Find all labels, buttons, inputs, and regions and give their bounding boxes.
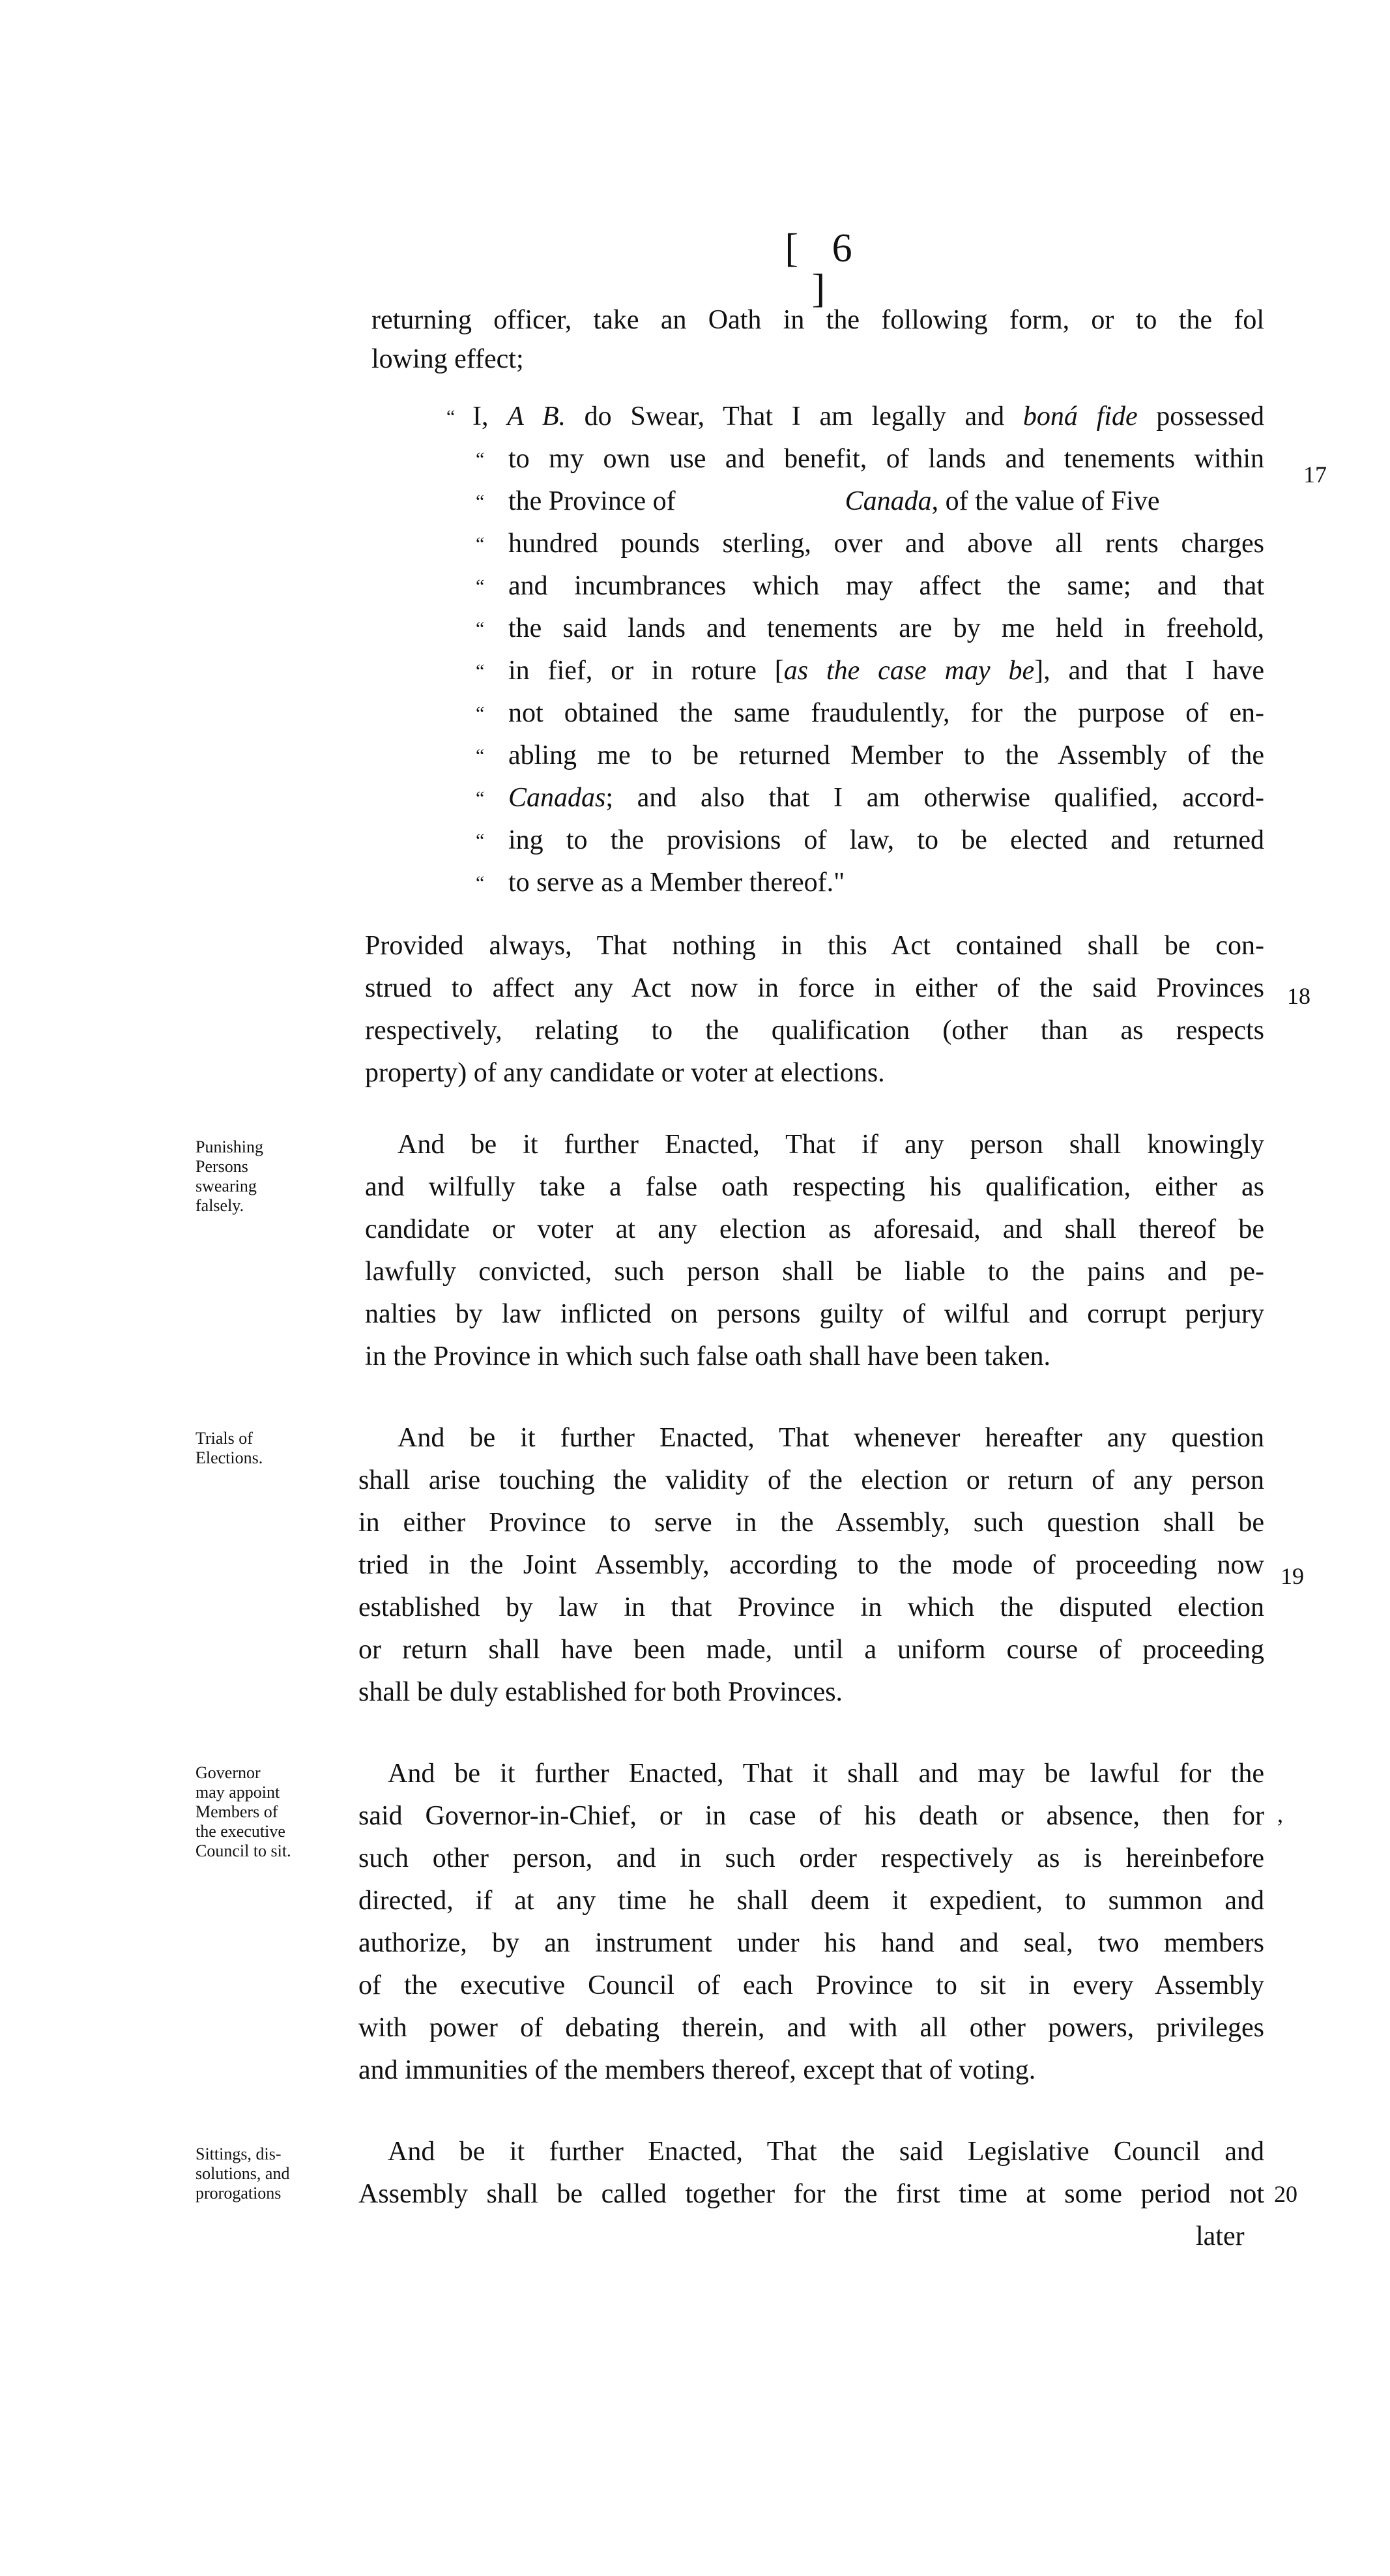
oath-text: the Province of (508, 486, 676, 516)
proviso-line: respectively, relating to the qualification (other than as respects (365, 1016, 1264, 1046)
section-line: And be it further Enacted, That whenever hereafter any question (398, 1423, 1264, 1453)
margin-note: Sittings, dis- solutions, and prorogations (195, 2144, 290, 2203)
line-number: , (1277, 1801, 1283, 1827)
page-number: [ 6 ] (785, 226, 864, 311)
quote-mark: “ (476, 703, 485, 724)
line-number: 17 (1303, 461, 1327, 488)
section-line: with power of debating therein, and with all other powers, privileges (358, 2013, 1264, 2043)
section-line: and immunities of the members thereof, except that of voting. (358, 2055, 1036, 2085)
oath-text: possessed (1137, 402, 1264, 432)
section-line: lawfully convicted, such person shall be liable to the pains and pe- (365, 1257, 1264, 1287)
quote-mark: “ (476, 745, 485, 767)
oath-case: as the case may be (783, 656, 1035, 686)
line-number: 20 (1274, 2181, 1297, 2207)
quote-mark: “ (446, 406, 456, 428)
section-line: of the executive Council of each Province to sit in every Assembly (358, 1970, 1264, 2000)
section-line: And be it further Enacted, That it shall and may be lawful for the (388, 1759, 1264, 1789)
section-line: authorize, by an instrument under his hand and seal, two members (358, 1928, 1264, 1958)
proviso-line: Provided always, That nothing in this Act contained shall be con- (365, 931, 1264, 961)
section-line: Assembly shall be called together for the first time at some period not (358, 2179, 1264, 2209)
quote-mark: “ (476, 830, 485, 851)
quote-mark: “ (476, 491, 485, 512)
oath-bona-fide: boná fide (1022, 402, 1138, 432)
oath-canadas: Canadas (508, 783, 606, 813)
oath-canada: Canada (845, 486, 932, 516)
oath-line (508, 657, 1264, 684)
quote-mark: “ (476, 448, 485, 470)
oath-line: abling me to be returned Member to the Assembly of the (508, 740, 1264, 770)
margin-note: Trials of Elections. (195, 1429, 263, 1467)
oath-line: ing to the provisions of law, to be elected and returned (508, 825, 1264, 855)
oath-line (472, 403, 1264, 430)
section-line: or return shall have been made, until a uniform course of proceeding (358, 1635, 1264, 1665)
oath-line: the said lands and tenements are by me held in freehold, (508, 613, 1264, 643)
oath-line: and incumbrances which may affect the same; and that (508, 571, 1264, 601)
quote-mark: “ (476, 660, 485, 682)
section-line: And be it further Enacted, That if any person shall knowingly (398, 1130, 1264, 1160)
section-line: shall be duly established for both Provinces. (358, 1677, 843, 1707)
section-line: nalties by law inflicted on persons guilty of wilful and corrupt perjury (365, 1299, 1264, 1329)
oath-text: do Swear, That I am legally and (565, 402, 1023, 432)
oath-line: not obtained the same fraudulently, for the purpose of en- (508, 698, 1264, 728)
quote-mark: “ (476, 576, 485, 597)
proviso-line: strued to affect any Act now in force in either of the said Provinces (365, 973, 1264, 1003)
section-line: candidate or voter at any election as aforesaid, and shall thereof be (365, 1214, 1264, 1244)
section-line: shall arise touching the validity of the election or return of any person (358, 1465, 1264, 1495)
section-line: established by law in that Province in which the disputed election (358, 1592, 1264, 1622)
section-line: said Governor-in-Chief, or in case of his death or absence, then for (358, 1801, 1264, 1831)
oath-line (508, 784, 1264, 812)
section-line: And be it further Enacted, That the said Legislative Council and (388, 2137, 1264, 2167)
margin-note: Governor may appoint Members of the executive Council to sit. (195, 1763, 291, 1860)
section-line: in the Province in which such false oath shall have been taken. (365, 1341, 1051, 1371)
proviso-line: property) of any candidate or voter at elections. (365, 1058, 885, 1088)
oath-text: in fief, or in roture [ (508, 656, 784, 686)
oath-opening: I, (472, 402, 508, 432)
oath-text: ], and that I have (1034, 656, 1264, 686)
catchword: later (1196, 2221, 1245, 2251)
line-number: 18 (1287, 983, 1310, 1009)
section-line: directed, if at any time he shall deem it expedient, to summon and (358, 1886, 1264, 1916)
line-number: 19 (1281, 1563, 1304, 1589)
oath-line: to my own use and benefit, of lands and tenements within (508, 444, 1264, 474)
oath-line: hundred pounds sterling, over and above all rents charges (508, 529, 1264, 559)
oath-text: , of the value of Five (931, 486, 1160, 516)
intro-line: returning officer, take an Oath in the following form, or to the fol (371, 305, 1264, 335)
section-line: such other person, and in such order respectively as is hereinbefore (358, 1843, 1264, 1873)
section-line: tried in the Joint Assembly, according to the mode of proceeding now (358, 1550, 1264, 1580)
oath-line (508, 488, 1264, 515)
section-line: and wilfully take a false oath respecting his qualification, either as (365, 1172, 1264, 1202)
quote-mark: “ (476, 533, 485, 555)
oath-text: ; and also that I am otherwise qualified, accord- (605, 783, 1264, 813)
oath-line: to serve as a Member thereof." (508, 868, 845, 898)
oath-name: A B. (507, 402, 566, 432)
quote-mark: “ (476, 787, 485, 809)
margin-note: Punishing Persons swearing falsely. (195, 1137, 264, 1215)
section-line: in either Province to serve in the Assembly, such question shall be (358, 1508, 1264, 1538)
quote-mark: “ (476, 872, 485, 894)
quote-mark: “ (476, 618, 485, 639)
intro-line: lowing effect; (371, 344, 524, 374)
